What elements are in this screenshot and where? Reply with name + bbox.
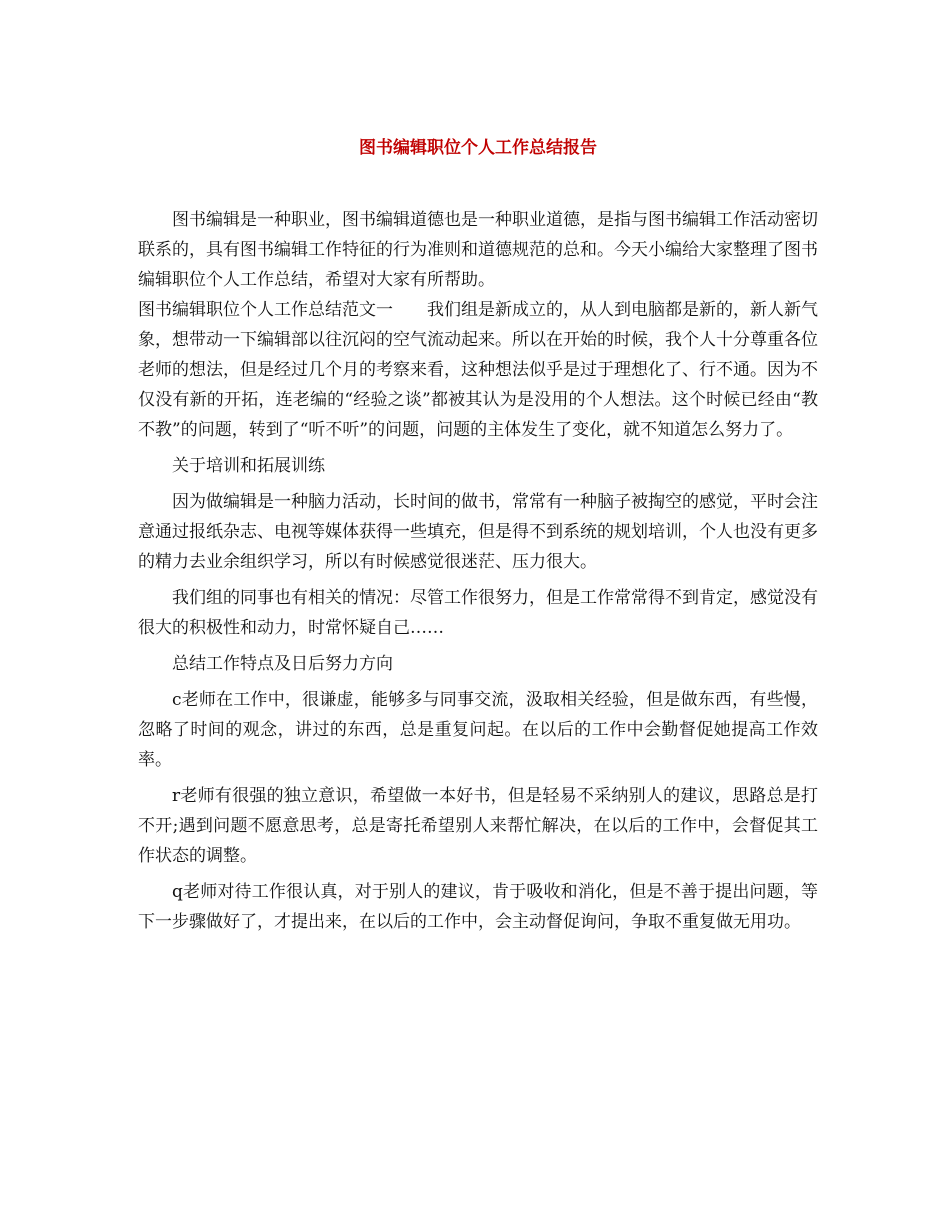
document-body <box>138 205 818 937</box>
section1-heading: 图书编辑职位个人工作总结范文一 <box>138 300 393 320</box>
teacher-r-paragraph: r老师有很强的独立意识，希望做一本好书，但是轻易不采纳别人的建议，思路总是打不开;遇到问题不愿意思考，总是寄托希望别人来帮忙解决，在以后的工作中，会督促其工作状态的调整。 <box>138 786 818 866</box>
training-paragraph: 因为做编辑是一种脑力活动，长时间的做书，常常有一种脑子被掏空的感觉，平时会注意通过报纸杂志、电视等媒体获得一些填充，但是得不到系统的规划培训，个人也没有更多的精力去业余组织学习，所以有时候感觉很迷茫、压力很大。 <box>138 492 818 572</box>
document-title: 图书编辑职位个人工作总结报告 <box>359 138 597 158</box>
teacher-c-paragraph: c老师在工作中，很谦虚，能够多与同事交流，汲取相关经验，但是做东西，有些慢，忽略了时间的观念，讲过的东西，总是重复问起。在以后的工作中会勤督促她提高工作效率。 <box>138 690 818 770</box>
section1-text: 我们组是新成立的，从人到电脑都是新的，新人新气象，想带动一下编辑部以往沉闷的空气流动起来。所以在开始的时候，我个人十分尊重各位老师的想法，但是经过几个月的考察来看，这种想法似乎是过于理想化了、行不通。因为不仅没有新的开拓，连老编的“经验之谈”都被其认为是没用的个人想法。这个时候已经由“教不教”的问题，转到了“听不听”的问题，问题的主体发生了变化，就不知道怎么努力了。 <box>138 300 818 440</box>
intro-paragraph: 图书编辑是一种职业，图书编辑道德也是一种职业道德，是指与图书编辑工作活动密切联系的，具有图书编辑工作特征的行为准则和道德规范的总和。今天小编给大家整理了图书编辑职位个人工作总结，希望对大家有所帮助。 <box>138 210 818 290</box>
teacher-q-paragraph: q老师对待工作很认真，对于别人的建议，肯于吸收和消化，但是不善于提出问题，等下一步骤做好了，才提出来，在以后的工作中，会主动督促询问，争取不重复做无用功。 <box>138 882 818 932</box>
colleagues-paragraph: 我们组的同事也有相关的情况：尽管工作很努力，但是工作常常得不到肯定，感觉没有很大的积极性和动力，时常怀疑自己…… <box>138 588 818 638</box>
subheading-training: 关于培训和拓展训练 <box>172 456 325 476</box>
section1-paragraph <box>138 295 818 445</box>
subheading-summary: 总结工作特点及日后努力方向 <box>172 654 393 674</box>
